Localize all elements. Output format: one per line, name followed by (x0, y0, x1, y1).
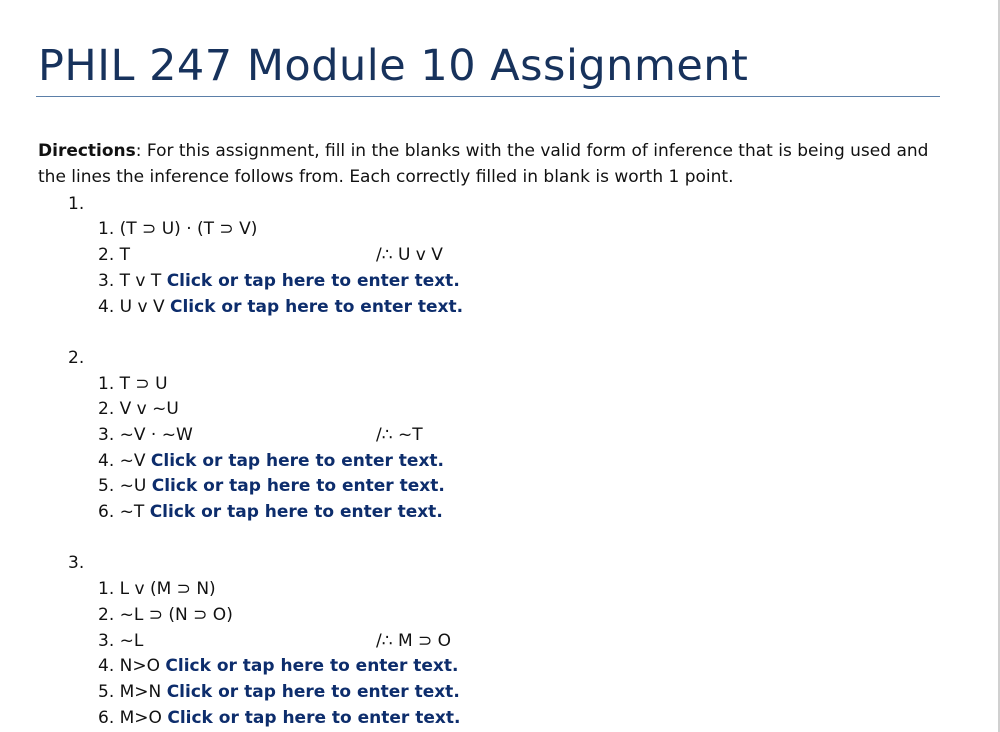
premise-formula: T ⊃ U (119, 374, 168, 394)
answer-blank[interactable]: Click or tap here to enter text. (149, 502, 443, 522)
line-number: 4. (98, 297, 115, 317)
derived-formula: M>N (119, 682, 162, 702)
derived-formula: ~V (119, 451, 146, 471)
problem-2-line-3 (98, 425, 423, 445)
problem-3-number: 3. (68, 553, 85, 573)
answer-blank[interactable]: Click or tap here to enter text. (170, 297, 464, 317)
answer-blank[interactable]: Click or tap here to enter text. (166, 271, 460, 291)
derived-formula: U v V (119, 297, 165, 317)
problem-3-line-3 (98, 631, 452, 651)
directions-label: Directions (38, 141, 136, 161)
problem-3-line-6 (98, 708, 460, 728)
line-number: 6. (98, 708, 115, 728)
premise-formula: ~L (119, 631, 144, 651)
derived-formula: ~T (119, 502, 145, 522)
premise-formula: ~L ⊃ (N ⊃ O) (119, 605, 233, 625)
line-number: 6. (98, 502, 115, 522)
answer-blank[interactable]: Click or tap here to enter text. (165, 656, 459, 676)
conclusion-formula: /∴ M ⊃ O (376, 631, 452, 651)
premise-formula: V v ~U (119, 399, 179, 419)
conclusion-formula: /∴ ~T (376, 425, 423, 445)
line-number: 1. (98, 374, 115, 394)
problem-3-line-5 (98, 682, 460, 702)
conclusion-formula: /∴ U v V (376, 245, 443, 265)
problem-1-line-1 (98, 219, 257, 239)
problem-2-line-6 (98, 502, 443, 522)
page-title: PHIL 247 Module 10 Assignment (38, 41, 749, 91)
title-underline (36, 96, 940, 97)
line-number: 3. (98, 271, 115, 291)
line-number: 1. (98, 219, 115, 239)
problem-3-line-4 (98, 656, 458, 676)
derived-formula: T v T (119, 271, 162, 291)
line-number: 2. (98, 605, 115, 625)
line-number: 4. (98, 451, 115, 471)
premise-formula: T (119, 245, 131, 265)
line-number: 5. (98, 476, 115, 496)
premise-formula: L v (M ⊃ N) (119, 579, 216, 599)
line-number: 3. (98, 631, 115, 651)
problem-2-number: 2. (68, 348, 85, 368)
problem-1-line-2 (98, 245, 443, 265)
line-number: 5. (98, 682, 115, 702)
problem-1-line-4 (98, 297, 463, 317)
problem-2-line-1 (98, 374, 168, 394)
problem-1-number: 1. (68, 194, 85, 214)
problem-3-line-2 (98, 605, 233, 625)
answer-blank[interactable]: Click or tap here to enter text. (151, 476, 445, 496)
problem-2-line-2 (98, 399, 179, 419)
answer-blank[interactable]: Click or tap here to enter text. (166, 682, 460, 702)
premise-formula: (T ⊃ U) · (T ⊃ V) (119, 219, 258, 239)
derived-formula: N>O (119, 656, 160, 676)
directions-text: : For this assignment, fill in the blanks with the valid form of inference that is being used and the lines the inference follows from. Each correctly filled in blank is worth 1 point. (38, 141, 929, 187)
problem-3-line-1 (98, 579, 216, 599)
problem-1-line-3 (98, 271, 460, 291)
line-number: 2. (98, 245, 115, 265)
problem-2-line-5 (98, 476, 445, 496)
problem-2-line-4 (98, 451, 444, 471)
directions-paragraph (38, 139, 938, 190)
line-number: 1. (98, 579, 115, 599)
line-number: 3. (98, 425, 115, 445)
line-number: 2. (98, 399, 115, 419)
derived-formula: M>O (119, 708, 162, 728)
answer-blank[interactable]: Click or tap here to enter text. (150, 451, 445, 471)
line-number: 4. (98, 656, 115, 676)
premise-formula: ~V · ~W (119, 425, 193, 445)
derived-formula: ~U (119, 476, 147, 496)
answer-blank[interactable]: Click or tap here to enter text. (167, 708, 461, 728)
